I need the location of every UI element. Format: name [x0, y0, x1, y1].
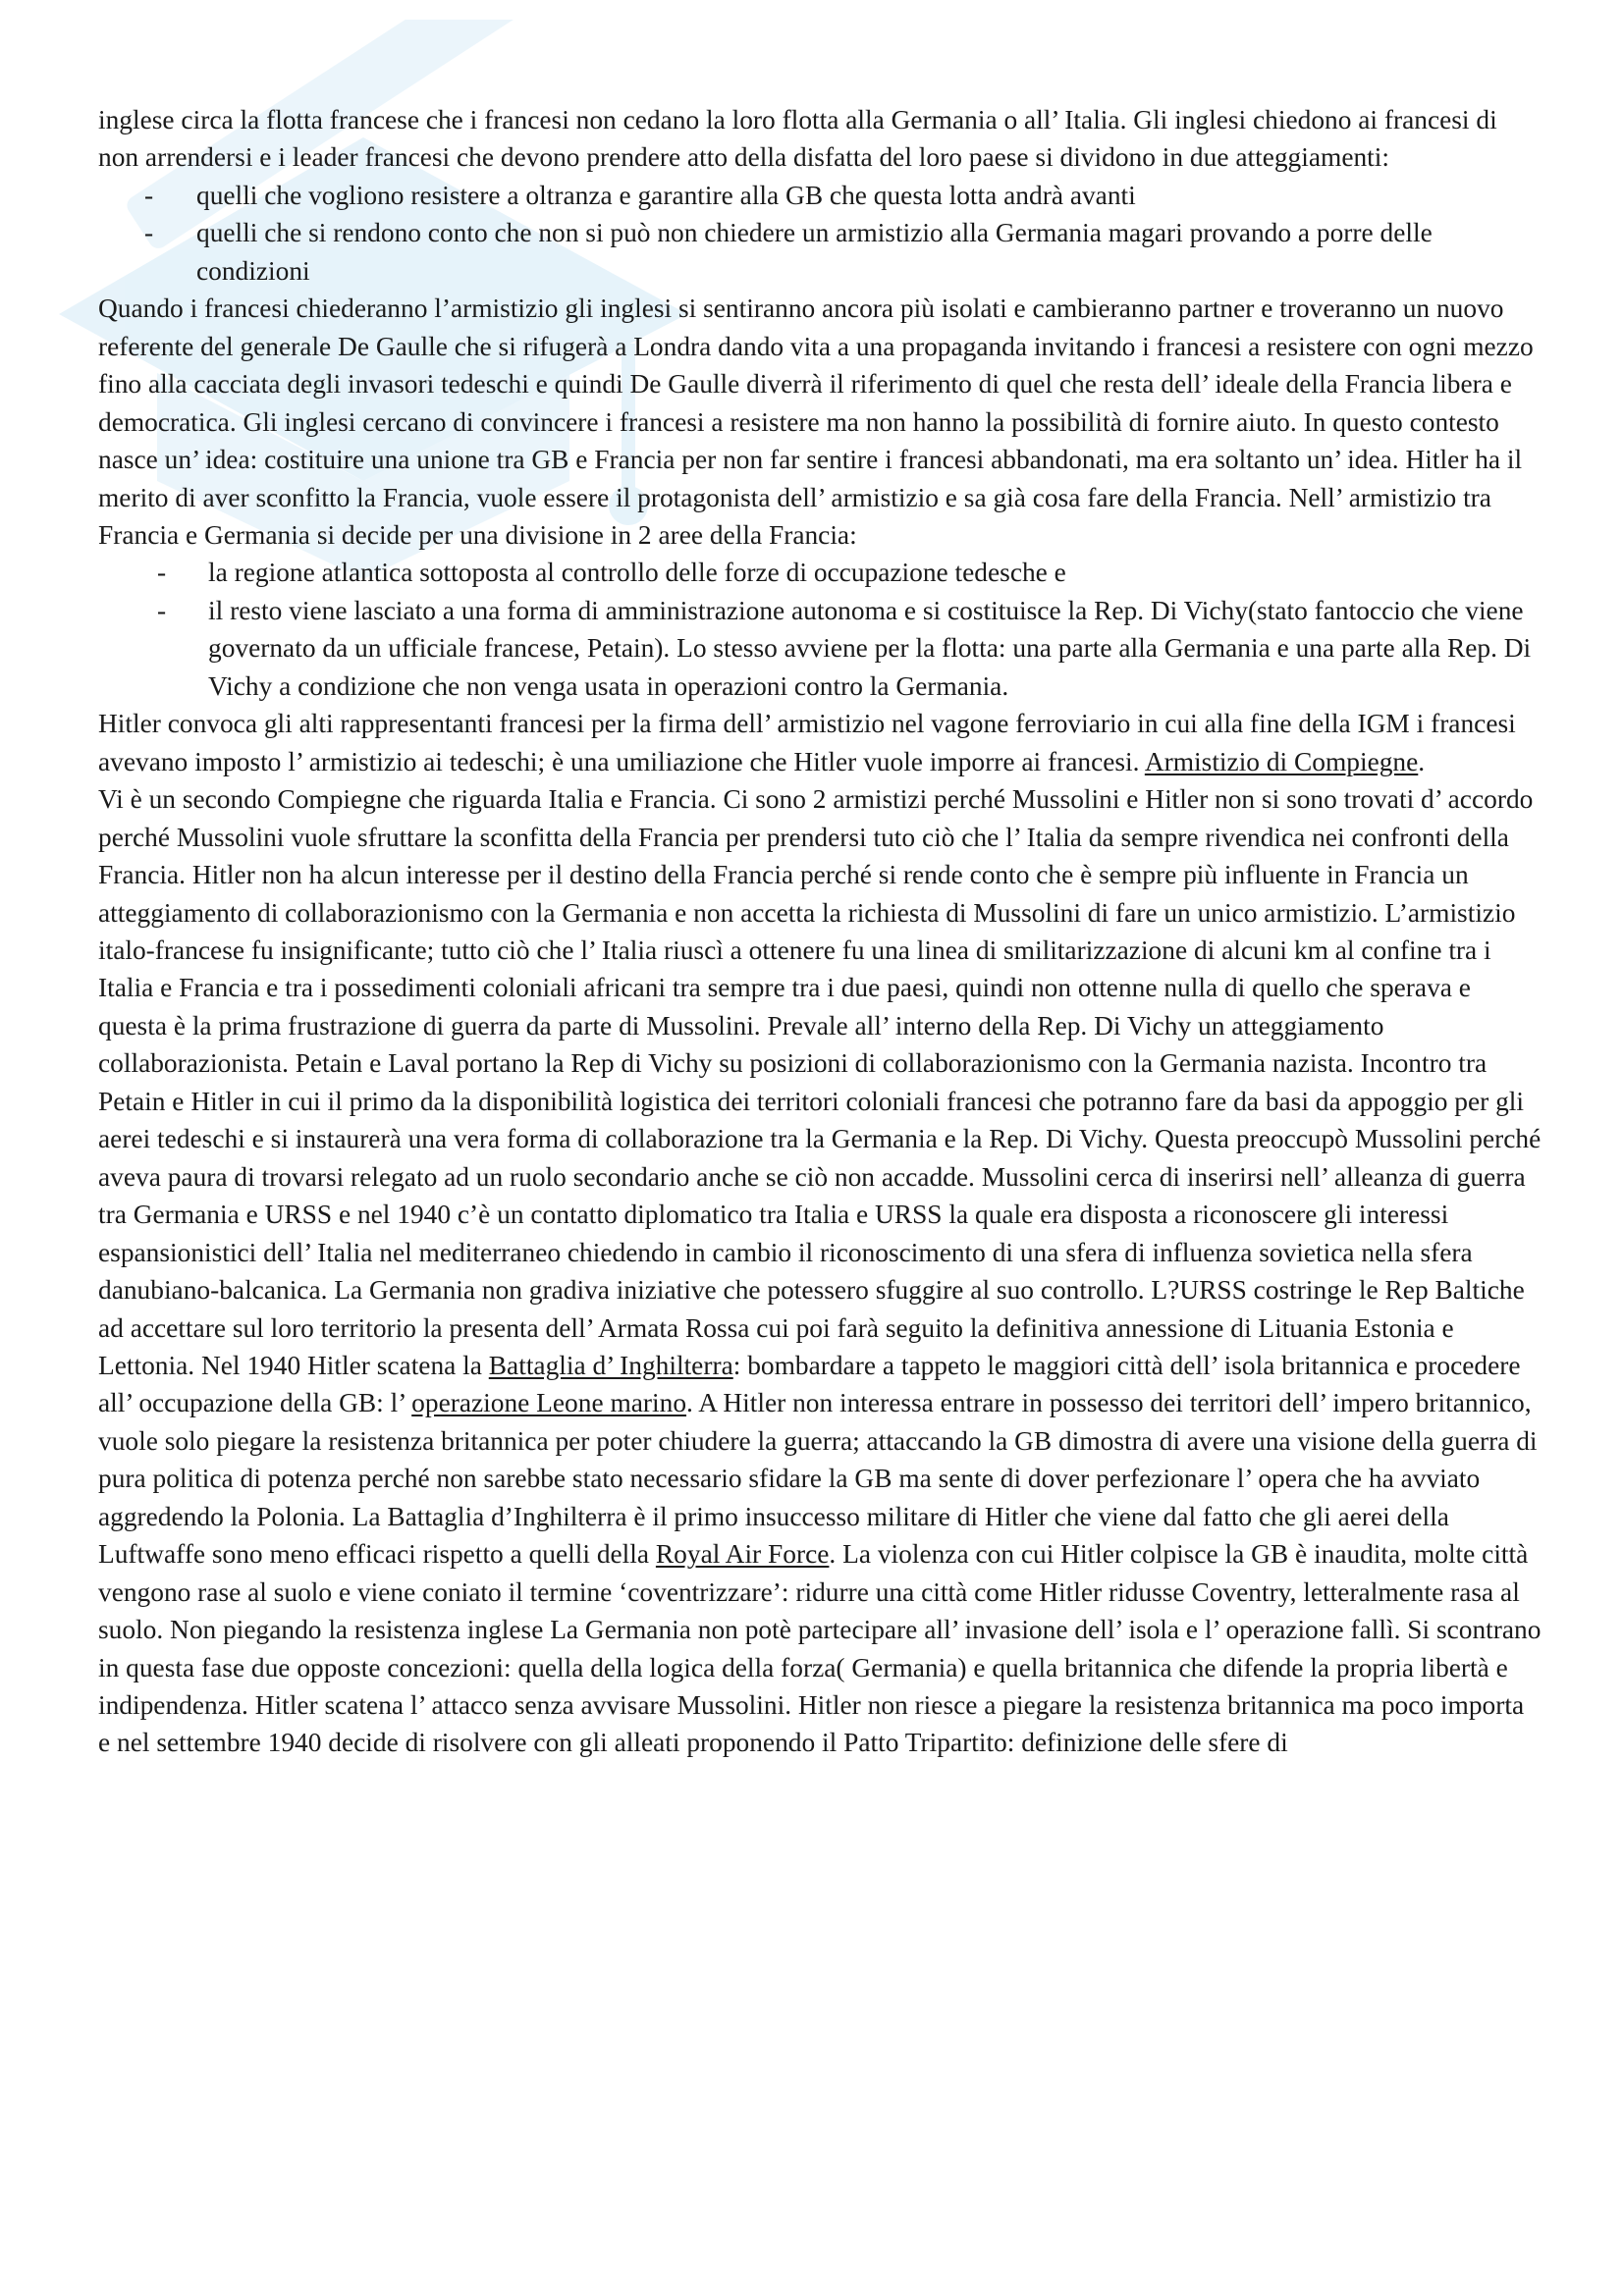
text-run: : bombardare a tappeto le maggiori città dell’ isola britannica e procedere all’ occupazione della GB: l’: [98, 1350, 1521, 1418]
underlined-term: Armistizio di Compiegne: [1144, 746, 1419, 776]
list-item: - quelli che vogliono resistere a oltranza e garantire alla GB che questa lotta andrà avanti: [98, 177, 1542, 214]
list-item: - il resto viene lasciato a una forma di amministrazione autonoma e si costituisce la Rep. Di Vichy(stato fantoccio che viene governato da un ufficiale francese, Petain). Lo stesso avviene per la flotta: una parte alla Germania e una parte alla Rep. Di Vichy a condizione che non venga usata in operazioni contro la Germania.: [98, 592, 1542, 705]
list-item-text: la regione atlantica sottoposta al controllo delle forze di occupazione tedesche e: [208, 558, 1066, 588]
paragraph: [98, 780, 1542, 1762]
text-run: Hitler convoca gli alti rappresentanti francesi per la firma dell’ armistizio nel vagone ferroviario in cui alla fine della IGM i francesi avevano imposto l’ armistizio ai tedeschi; è una umiliazione che Hitler vuole imporre ai francesi.: [98, 709, 1516, 776]
text-run: . A Hitler non interessa entrare in possesso dei territori dell’ impero britannico, vuole solo piegare la resistenza britannica per poter chiudere la guerra; attaccando la GB dimostra di avere una visione della guerra di pura politica di potenza perché non sarebbe stato necessario sfidare la GB ma sente di dover perfezionare l’ opera che ha avviato aggredendo la Polonia. La Battaglia d’Inghilterra è il primo insuccesso militare di Hitler che viene dal fatto che gli aerei della Luftwaffe sono meno efficaci rispetto a quelli della: [98, 1388, 1538, 1570]
underlined-term: Battaglia d’ Inghilterra: [488, 1350, 733, 1380]
list-item-text: quelli che si rendono conto che non si può non chiedere un armistizio alla Germania magari provando a porre delle condizioni: [196, 218, 1433, 286]
list-item-text: quelli che vogliono resistere a oltranza e garantire alla GB che questa lotta andrà avanti: [196, 180, 1136, 210]
paragraph: inglese circa la flotta francese che i francesi non cedano la loro flotta alla Germania o all’ Italia. Gli inglesi chiedono ai francesi di non arrendersi e i leader francesi che devono prendere atto della disfatta del loro paese si dividono in due atteggiamenti:: [98, 105, 1497, 173]
paragraph: [98, 705, 1542, 780]
underlined-term: operazione Leone marino: [411, 1388, 687, 1418]
text-run: .: [1418, 746, 1426, 776]
underlined-term: Royal Air Force: [655, 1539, 830, 1570]
list-item-text: il resto viene lasciato a una forma di amministrazione autonoma e si costituisce la Rep. Di Vichy(stato fantoccio che viene governato da un ufficiale francese, Petain). Lo stesso avviene per la flotta: una parte alla Germania e una parte alla Rep. Di Vichy a condizione che non venga usata in operazioni contro la Germania.: [208, 595, 1532, 701]
paragraph: Quando i francesi chiederanno l’armistizio gli inglesi si sentiranno ancora più isolati e cambieranno partner e troveranno un nuovo referente del generale De Gaulle che si rifugerà a Londra dando vita a una propaganda invitando i francesi a resistere con ogni mezzo fino alla cacciata degli invasori tedeschi e quindi De Gaulle diverrà il riferimento di quel che resta dell’ ideale della Francia libera e democratica. Gli inglesi cercano di convincere i francesi a resistere ma non hanno la possibilità di fornire aiuto. In questo contesto nasce un’ idea: costituire una unione tra GB e Francia per non far sentire i francesi abbandonati, ma era soltanto un’ idea. Hitler ha il merito di aver sconfitto la Francia, vuole essere il protagonista dell’ armistizio e sa già cosa fare della Francia. Nell’ armistizio tra Francia e Germania si decide per una divisione in 2 aree della Francia:: [98, 294, 1534, 550]
text-run: . La violenza con cui Hitler colpisce la GB è inaudita, molte città vengono rase al suolo e viene coniato il termine ‘coventrizzare’: ridurre una città come Hitler ridusse Coventry, letteralmente rasa al suolo. Non piegando la resistenza inglese La Germania non potè partecipare all’ invasione dell’ isola e l’ operazione fallì. Si scontrano in questa fase due opposte concezioni: quella della logica della forza( Germania) e quella britannica che difende la propria libertà e indipendenza. Hitler scatena l’ attacco senza avvisare Mussolini. Hitler non riesce a piegare la resistenza britannica ma poco importa e nel settembre 1940 decide di risolvere con gli alleati proponendo il Patto Tripartito: definizione delle sfere di: [98, 1539, 1542, 1758]
list-item: - quelli che si rendono conto che non si può non chiedere un armistizio alla Germania magari provando a porre delle condizioni: [98, 214, 1542, 290]
text-run: Vi è un secondo Compiegne che riguarda Italia e Francia. Ci sono 2 armistizi perché Mussolini e Hitler non si sono trovati d’ accordo perché Mussolini vuole sfruttare la sconfitta della Francia per prendersi tuto ciò che l’ Italia da sempre rivendica nei confronti della Francia. Hitler non ha alcun interesse per il destino della Francia perché si rende conto che è sempre più influente in Francia un atteggiamento di collaborazionismo con la Germania e non accetta la richiesta di Mussolini di fare un unico armistizio. L’armistizio italo-francese fu insignificante; tutto ciò che l’ Italia riuscì a ottenere fu una linea di smilitarizzazione di alcuni km al confine tra i Italia e Francia e tra i possedimenti coloniali africani tra sempre tra i due paesi, quindi non ottenne nulla di quello che sperava e questa è la prima frustrazione di guerra da parte di Mussolini. Prevale all’ interno della Rep. Di Vichy un atteggiamento collaborazionista. Petain e Laval portano la Rep di Vichy su posizioni di collaborazionismo con la Germania nazista. Incontro tra Petain e Hitler in cui il primo da la disponibilità logistica dei territori coloniali francesi che potranno fare da basi da appoggio per gli aerei tedeschi e si instaurerà una vera forma di collaborazione tra la Germania e la Rep. Di Vichy. Questa preoccupò Mussolini perché aveva paura di trovarsi relegato ad un ruolo secondario anche se ciò non accadde. Mussolini cerca di inserirsi nell’ alleanza di guerra tra Germania e URSS e nel 1940 c’è un contatto diplomatico tra Italia e URSS la quale era disposta a riconoscere gli interessi espansionistici dell’ Italia nel mediterraneo chiedendo in cambio il riconoscimento di una sfera di influenza sovietica nella sfera danubiano-balcanica. La Germania non gradiva iniziative che potessero sfuggire al suo controllo. L?URSS costringe le Rep Baltiche ad accettare sul loro territorio la presenta dell’ Armata Rossa cui poi farà seguito la definitiva annessione di Lituania Estonia e Lettonia. Nel 1940 Hitler scatena la: [98, 784, 1542, 1380]
list-item: - la regione atlantica sottoposta al controllo delle forze di occupazione tedesche e: [98, 554, 1542, 591]
document-page: [98, 101, 1542, 1762]
